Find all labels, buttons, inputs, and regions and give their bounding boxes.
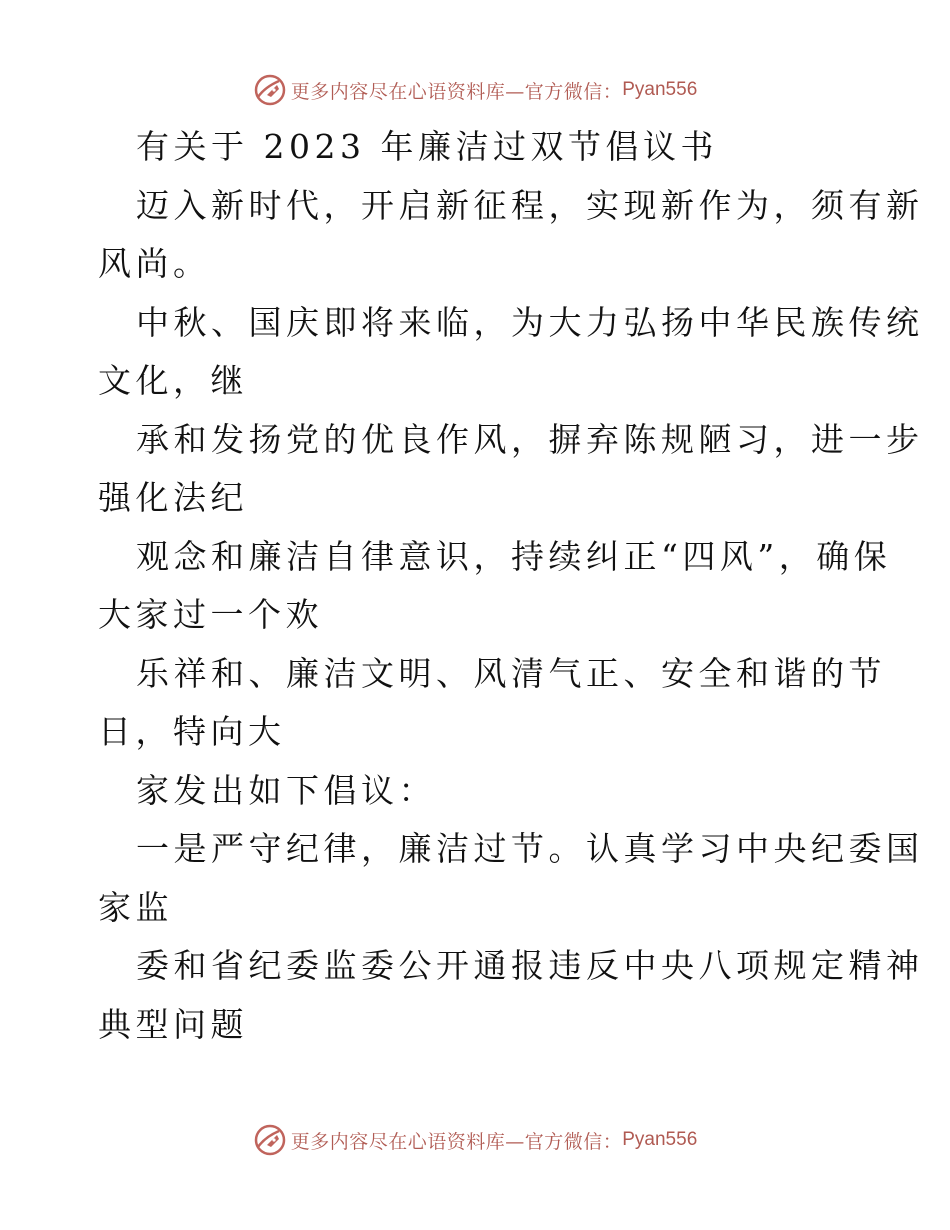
paragraph-line: 大家过一个欢 — [98, 595, 323, 634]
document-title: 有关于 2023 年廉洁过双节倡议书 — [136, 127, 718, 166]
paragraph-line: 观念和廉洁自律意识，持续纠正“四风”，确保 — [136, 536, 892, 576]
paragraph-line: 中秋、国庆即将来临，为大力弘扬中华民族传统 — [136, 302, 924, 342]
paragraph-line: 承和发扬党的优良作风，摒弃陈规陋习，进一步 — [136, 419, 924, 459]
paragraph-line: 一是严守纪律，廉洁过节。认真学习中央纪委国 — [136, 829, 924, 868]
paragraph-line: 乐祥和、廉洁文明、风清气正、安全和谐的节 — [136, 653, 886, 693]
paragraph-line: 典型问题 — [98, 1004, 248, 1044]
banner-text: 更多内容尽在心语资料库—官方微信： — [290, 80, 623, 103]
paragraph-line: 迈入新时代，开启新征程，实现新作为，须有新 — [136, 185, 924, 225]
paragraph-line: 家发出如下倡议： — [136, 770, 436, 810]
paragraph-line: 委和省纪委监委公开通报违反中央八项规定精神 — [136, 946, 924, 985]
paragraph-line: 强化法纪 — [98, 478, 248, 517]
footer-banner — [0, 1120, 950, 1160]
banner-text: 更多内容尽在心语资料库—官方微信： — [290, 1130, 623, 1153]
pen-logo-icon — [253, 73, 287, 107]
paragraph-line: 日，特向大 — [98, 712, 286, 751]
banner-wechat-id: Pyan556 — [622, 79, 698, 100]
paragraph-line: 文化，继 — [98, 361, 248, 400]
document-body — [98, 118, 924, 1054]
paragraph-line: 风尚。 — [98, 244, 211, 283]
header-banner — [0, 70, 950, 110]
paragraph-line: 家监 — [98, 887, 173, 927]
banner-wechat-id: Pyan556 — [622, 1129, 698, 1150]
pen-logo-icon — [253, 1123, 287, 1157]
